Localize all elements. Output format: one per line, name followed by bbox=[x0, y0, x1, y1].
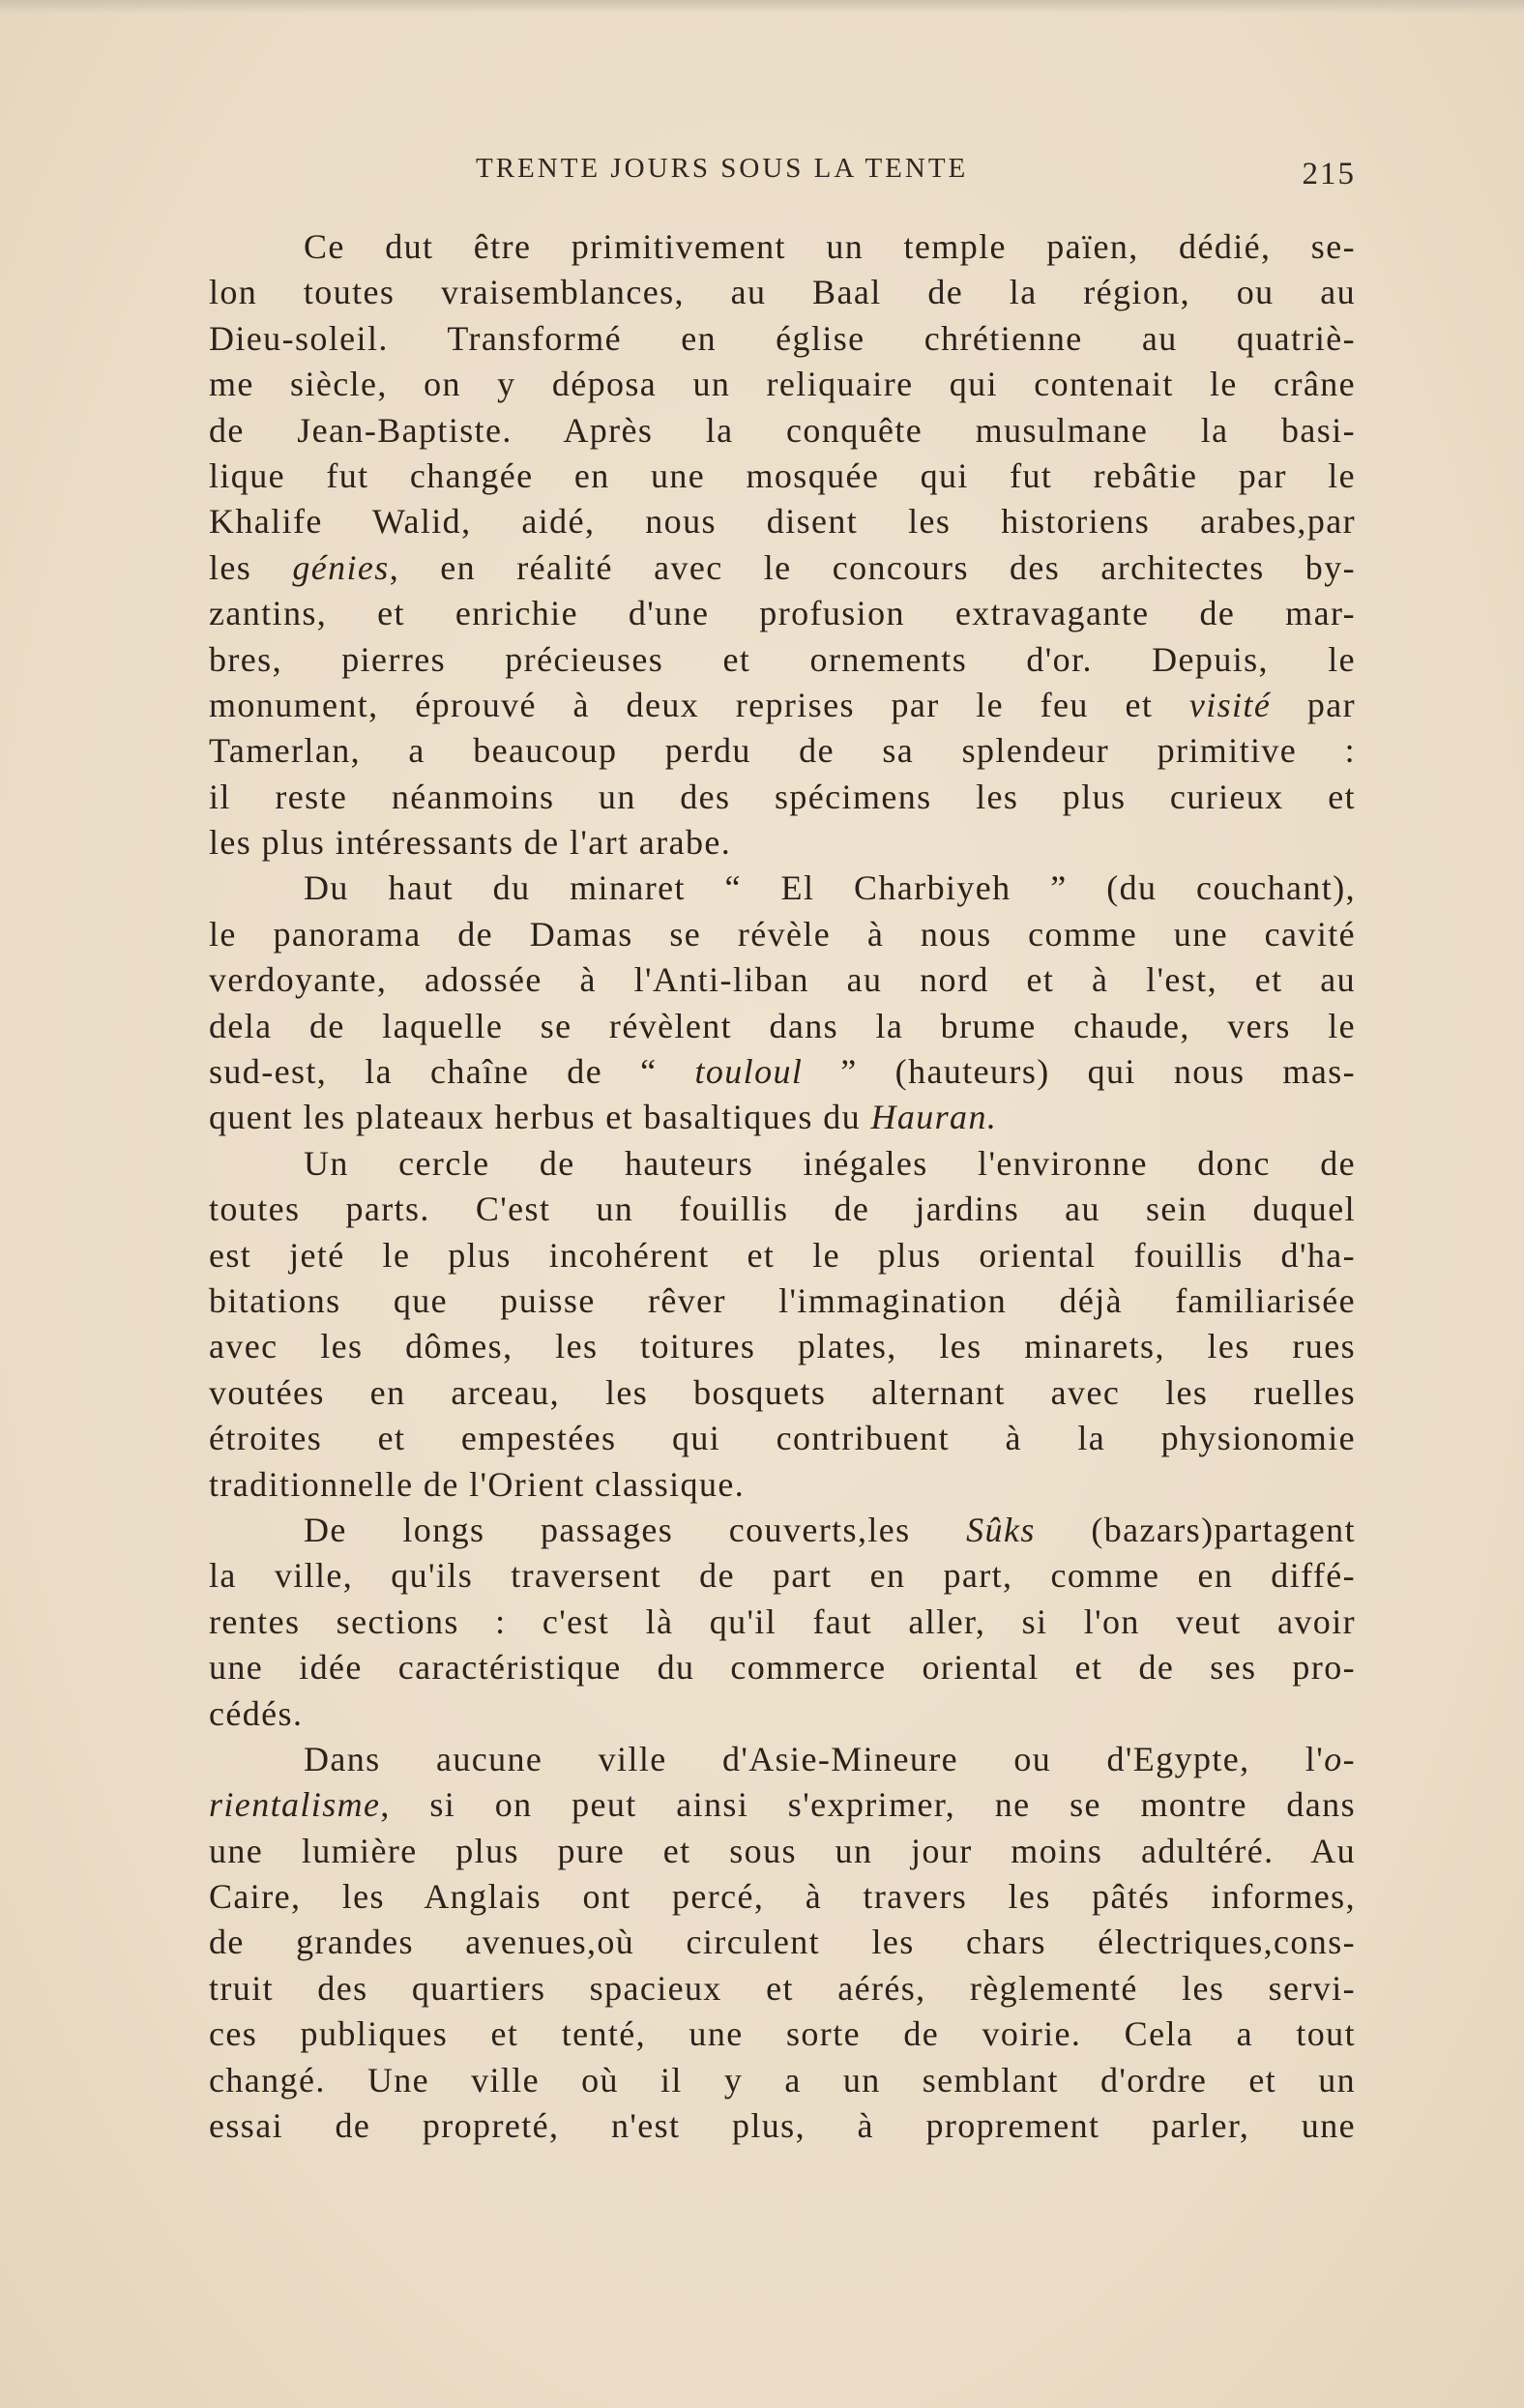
text-segment: de Jean-Baptiste. Après la conquête musulmane la basi- bbox=[209, 410, 1356, 450]
text-segment: Dans aucune ville d'Asie-Mineure ou d'Egypte, l' bbox=[304, 1739, 1325, 1778]
text-line bbox=[209, 1462, 1356, 1508]
text-segment: monument, éprouvé à deux reprises par le feu et bbox=[209, 685, 1189, 724]
text-line bbox=[209, 775, 1356, 820]
text-segment: De longs passages couverts,les bbox=[304, 1510, 967, 1549]
italic-text: génies bbox=[292, 547, 390, 587]
text-segment: truit des quartiers spacieux et aérés, règlementé les servi- bbox=[209, 1968, 1356, 2008]
body-text bbox=[209, 224, 1356, 2149]
text-segment: (bazars)partagent bbox=[1035, 1510, 1356, 1549]
text-segment: bres, pierres précieuses et ornements d'or. Depuis, le bbox=[209, 639, 1356, 679]
text-line bbox=[209, 1416, 1356, 1461]
text-segment: ” (hauteurs) qui nous mas- bbox=[803, 1052, 1356, 1092]
text-segment: me siècle, on y déposa un reliquaire qui contenait le crâne bbox=[209, 365, 1356, 404]
text-line bbox=[209, 1691, 1356, 1737]
text-segment: sud-est, la chaîne de “ bbox=[209, 1052, 695, 1092]
text-segment: Du haut du minaret “ El Charbiyeh ” (du couchant), bbox=[304, 868, 1356, 908]
text-segment: changé. Une ville où il y a un semblant d'ordre et un bbox=[209, 2060, 1356, 2100]
text-segment: Un cercle de hauteurs inégales l'environne donc de bbox=[304, 1143, 1356, 1183]
text-segment: Khalife Walid, aidé, nous disent les historiens arabes,par bbox=[209, 502, 1356, 542]
text-segment: , en réalité avec le concours des architectes by- bbox=[389, 547, 1356, 587]
text-line bbox=[209, 1782, 1356, 1828]
text-line bbox=[209, 2103, 1356, 2149]
text-segment: , si on peut ainsi s'exprimer, ne se montre dans bbox=[380, 1785, 1356, 1825]
text-line bbox=[209, 1600, 1356, 1645]
text-line bbox=[209, 545, 1356, 591]
page-header bbox=[209, 153, 1356, 191]
italic-text: Hauran. bbox=[870, 1098, 998, 1137]
text-segment: toutes parts. C'est un fouillis de jardins au sein duquel bbox=[209, 1189, 1356, 1229]
text-line bbox=[209, 270, 1356, 315]
text-segment: les plus intéressants de l'art arabe. bbox=[209, 823, 732, 863]
text-line bbox=[209, 1553, 1356, 1599]
italic-text: o- bbox=[1324, 1739, 1356, 1778]
text-line bbox=[209, 1095, 1356, 1140]
text-line bbox=[209, 728, 1356, 774]
running-title: TRENTE JOURS SOUS LA TENTE bbox=[476, 153, 969, 184]
text-line bbox=[209, 1278, 1356, 1324]
text-segment: dela de laquelle se révèlent dans la brume chaude, vers le bbox=[209, 1006, 1356, 1045]
text-segment: les bbox=[209, 547, 293, 587]
text-line bbox=[209, 499, 1356, 544]
text-segment: traditionnelle de l'Orient classique. bbox=[209, 1464, 746, 1504]
text-line bbox=[209, 1141, 1356, 1187]
text-line bbox=[209, 2058, 1356, 2103]
italic-text: rientalisme bbox=[209, 1785, 381, 1825]
text-line bbox=[209, 820, 1356, 866]
text-line bbox=[209, 1645, 1356, 1690]
text-line bbox=[209, 1324, 1356, 1369]
text-segment: lon toutes vraisemblances, au Baal de la région, ou au bbox=[209, 273, 1356, 312]
text-line bbox=[209, 591, 1356, 636]
text-line bbox=[209, 1370, 1356, 1416]
text-segment: rentes sections : c'est là qu'il faut aller, si l'on veut avoir bbox=[209, 1601, 1356, 1641]
text-line bbox=[209, 408, 1356, 454]
text-line bbox=[209, 912, 1356, 957]
text-segment: est jeté le plus incohérent et le plus oriental fouillis d'ha- bbox=[209, 1235, 1356, 1275]
text-segment: Caire, les Anglais ont percé, à travers les pâtés informes, bbox=[209, 1877, 1356, 1917]
text-segment: le panorama de Damas se révèle à nous comme une cavité bbox=[209, 914, 1356, 954]
text-segment: ces publiques et tenté, une sorte de voirie. Cela a tout bbox=[209, 2014, 1356, 2054]
text-segment: la ville, qu'ils traversent de part en part, comme en diffé- bbox=[209, 1556, 1356, 1596]
text-segment: Dieu-soleil. Transformé en église chrétienne au quatriè- bbox=[209, 318, 1356, 358]
text-line bbox=[209, 362, 1356, 407]
text-line bbox=[209, 1508, 1356, 1553]
text-segment: par bbox=[1271, 685, 1356, 724]
page-number: 215 bbox=[1302, 157, 1356, 191]
text-segment: Ce dut être primitivement un temple païen, dédié, se- bbox=[304, 227, 1356, 266]
text-line bbox=[209, 683, 1356, 728]
text-line bbox=[209, 1233, 1356, 1278]
italic-text: touloul bbox=[694, 1052, 804, 1092]
text-line bbox=[209, 1737, 1356, 1782]
text-segment: étroites et empestées qui contribuent à la physionomie bbox=[209, 1419, 1356, 1458]
text-segment: une idée caractéristique du commerce oriental et de ses pro- bbox=[209, 1648, 1356, 1688]
text-line bbox=[209, 637, 1356, 683]
text-line bbox=[209, 1829, 1356, 1874]
text-segment: cédés. bbox=[209, 1693, 304, 1733]
page-top-edge bbox=[0, 0, 1524, 14]
text-segment: Tamerlan, a beaucoup perdu de sa splendeur primitive : bbox=[209, 731, 1356, 771]
text-segment: quent les plateaux herbus et basaltiques du bbox=[209, 1098, 871, 1137]
italic-text: Sûks bbox=[966, 1510, 1036, 1549]
text-segment: une lumière plus pure et sous un jour moins adultéré. Au bbox=[209, 1831, 1356, 1870]
text-segment: essai de propreté, n'est plus, à proprement parler, une bbox=[209, 2106, 1356, 2146]
text-segment: de grandes avenues,où circulent les chars électriques,cons- bbox=[209, 1923, 1356, 1962]
text-segment: verdoyante, adossée à l'Anti-liban au nord et à l'est, et au bbox=[209, 960, 1356, 1000]
text-segment: avec les dômes, les toitures plates, les minarets, les rues bbox=[209, 1327, 1356, 1366]
text-line bbox=[209, 454, 1356, 499]
text-line bbox=[209, 1004, 1356, 1049]
text-line bbox=[209, 224, 1356, 270]
text-line bbox=[209, 866, 1356, 911]
text-line bbox=[209, 957, 1356, 1003]
text-segment: zantins, et enrichie d'une profusion extravagante de mar- bbox=[209, 594, 1356, 633]
italic-text: visité bbox=[1188, 685, 1272, 724]
text-line bbox=[209, 1187, 1356, 1232]
text-line bbox=[209, 1874, 1356, 1920]
text-segment: bitations que puisse rêver l'immagination déjà familiarisée bbox=[209, 1280, 1356, 1320]
text-line bbox=[209, 316, 1356, 362]
text-line bbox=[209, 2012, 1356, 2057]
text-segment: voutées en arceau, les bosquets alternant avec les ruelles bbox=[209, 1372, 1356, 1412]
text-segment: il reste néanmoins un des spécimens les plus curieux et bbox=[209, 777, 1356, 816]
text-line bbox=[209, 1049, 1356, 1095]
text-line bbox=[209, 1966, 1356, 2012]
text-segment: lique fut changée en une mosquée qui fut rebâtie par le bbox=[209, 455, 1356, 495]
text-line bbox=[209, 1920, 1356, 1965]
